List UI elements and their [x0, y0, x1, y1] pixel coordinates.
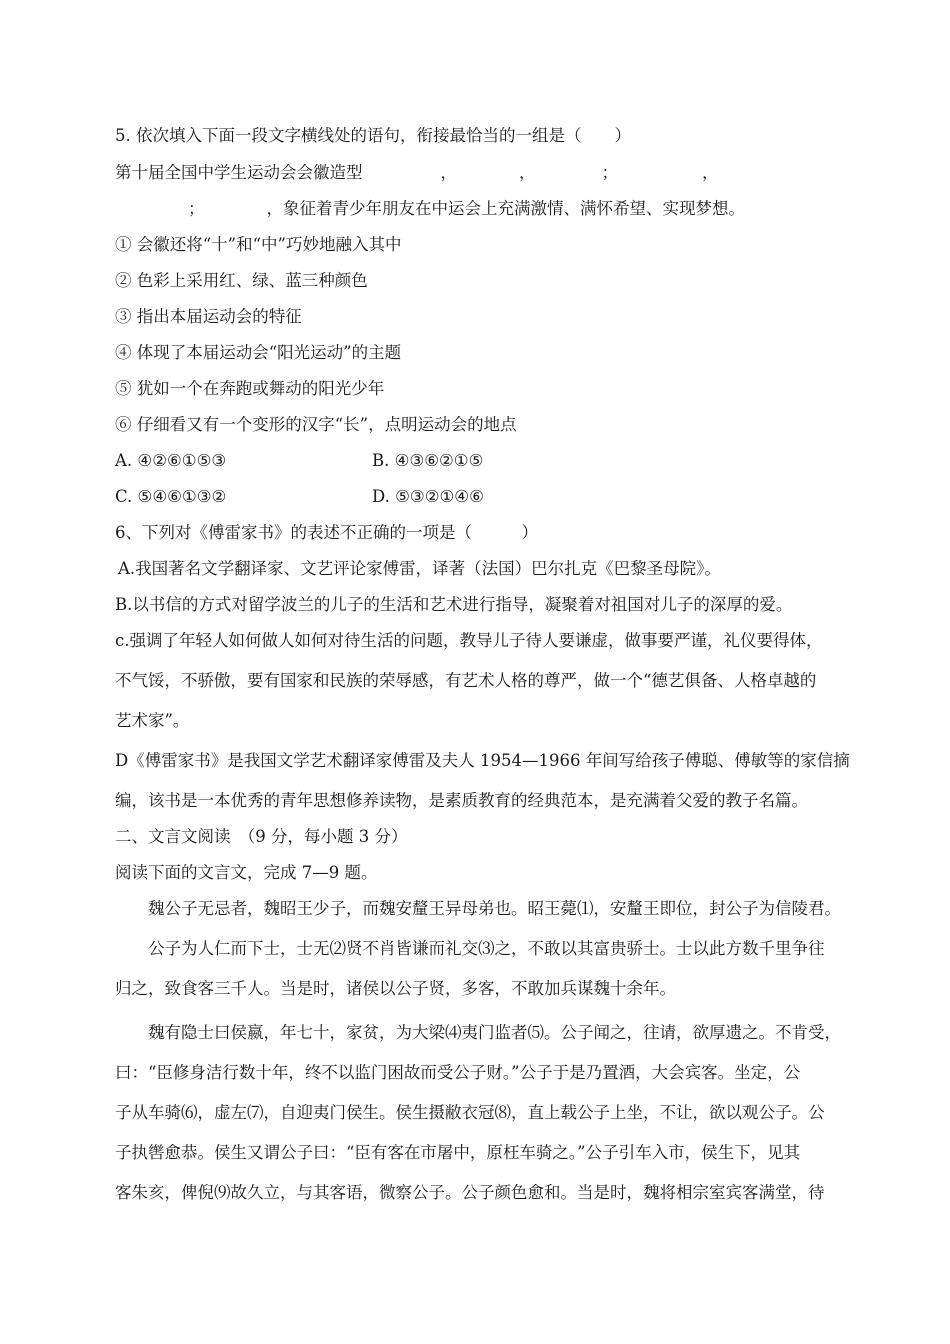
passage-paragraph-3-line-2: 曰：“臣修身洁行数十年，终不以监门困故而受公子财。”公子于是乃置酒，大会宾客。坐定，公 [115, 1063, 801, 1082]
passage-paragraph-3-line-4: 子执辔愈恭。侯生又谓公子曰：“臣有客在市屠中，原枉车骑之。”公子引车入市，侯生下，见其 [115, 1143, 801, 1162]
q5-option-c: C. ⑤④⑥①③② [115, 487, 227, 506]
q6-option-d-line-1: D《傅雷家书》是我国文学艺术翻译家傅雷及夫人 1954—1966 年间写给孩子傅聪、傅敏等的家信摘 [115, 751, 850, 770]
passage-paragraph-2-line-2: 归之，致食客三千人。当是时，诸侯以公子贤，多客，不敢加兵谋魏十余年。 [115, 979, 676, 998]
passage-paragraph-2-line-1: 公子为人仁而下士，士无⑵贤不肖皆谦而礼交⑶之，不敢以其富贵骄士。士以此方数千里争往 [148, 939, 825, 958]
q5-item-5: ⑤ 犹如一个在奔跑或舞动的阳光少年 [115, 379, 385, 398]
section2-heading: 二、文言文阅读 （9 分，每小题 3 分） [115, 827, 408, 846]
q5-stem-punct-4: ， [702, 163, 719, 182]
q5-stem-line-1 [115, 163, 719, 183]
q5-question: 5. 依次填入下面一段文字横线处的语句，衔接最恰当的一组是（ ） [115, 126, 631, 145]
q5-item-2: ② 色彩上采用红、绿、蓝三种颜色 [115, 271, 368, 290]
q5-item-6: ⑥ 仔细看又有一个变形的汉字“长”，点明运动会的地点 [115, 415, 517, 434]
passage-paragraph-3-line-3: 子从车骑⑹，虚左⑺，自迎夷门侯生。侯生摄敝衣冠⑻，直上载公子上坐，不让，欲以观公子。公 [115, 1103, 825, 1122]
q6-option-c-line-1: c.强调了年轻人如何做人如何对待生活的问题，教导儿子待人要谦虚，做事要严谨，礼仪要得体， [115, 631, 823, 650]
q5-stem-punct-6: ，象征着青少年朋友在中运会上充满激情、满怀希望、实现梦想。 [266, 199, 745, 218]
q5-stem-punct-3: ； [601, 163, 618, 182]
passage-paragraph-1: 魏公子无忌者，魏昭王少子，而魏安釐王异母弟也。昭王薨⑴，安釐王即位，封公子为信陵君。 [148, 899, 841, 918]
q5-stem-text: 第十届全国中学生运动会会徽造型 [115, 163, 363, 182]
q6-option-a: A.我国著名文学翻译家、文艺评论家傅雷，译著（法国）巴尔扎克《巴黎圣母院》。 [118, 559, 721, 578]
section2-instruction: 阅读下面的文言文，完成 7—9 题。 [115, 863, 378, 882]
q6-option-c-line-3: 艺术家”。 [115, 711, 190, 730]
q6-option-b: B.以书信的方式对留学波兰的儿子的生活和艺术进行指导，凝聚着对祖国对儿子的深厚的爱。 [115, 595, 793, 614]
q5-stem-line-2 [188, 199, 745, 219]
q5-option-a: A. ④②⑥①⑤③ [115, 451, 227, 470]
q5-option-b: B. ④③⑥②①⑤ [372, 451, 484, 470]
passage-paragraph-3-line-1: 魏有隐士曰侯嬴，年七十，家贫，为大梁⑷夷门监者⑸。公子闻之，往请，欲厚遗之。不肯受， [148, 1023, 841, 1042]
q5-item-4: ④ 体现了本届运动会“阳光运动”的主题 [115, 343, 402, 362]
q5-item-1: ① 会徽还将“十”和“中”巧妙地融入其中 [115, 235, 402, 254]
q5-stem-punct-2: ， [519, 163, 536, 182]
q5-option-d: D. ⑤③②①④⑥ [372, 487, 484, 506]
q6-question: 6、下列对《傅雷家书》的表述不正确的一项是（ ） [115, 523, 538, 542]
passage-paragraph-3-line-5: 客朱亥，俾倪⑼故久立，与其客语，微察公子。公子颜色愈和。当是时，魏将相宗室宾客满堂，待 [115, 1183, 825, 1202]
q6-option-d-line-2: 编，该书是一本优秀的青年思想修养读物，是素质教育的经典范本，是充满着父爱的教子名篇。 [115, 791, 808, 810]
q5-stem-punct-1: ， [440, 163, 457, 182]
q5-stem-punct-5: ； [188, 199, 205, 218]
q6-option-c-line-2: 不气馁，不骄傲，要有国家和民族的荣辱感，有艺术人格的尊严，做一个“德艺俱备、人格卓越的 [115, 671, 817, 690]
q5-item-3: ③ 指出本届运动会的特征 [115, 307, 302, 326]
